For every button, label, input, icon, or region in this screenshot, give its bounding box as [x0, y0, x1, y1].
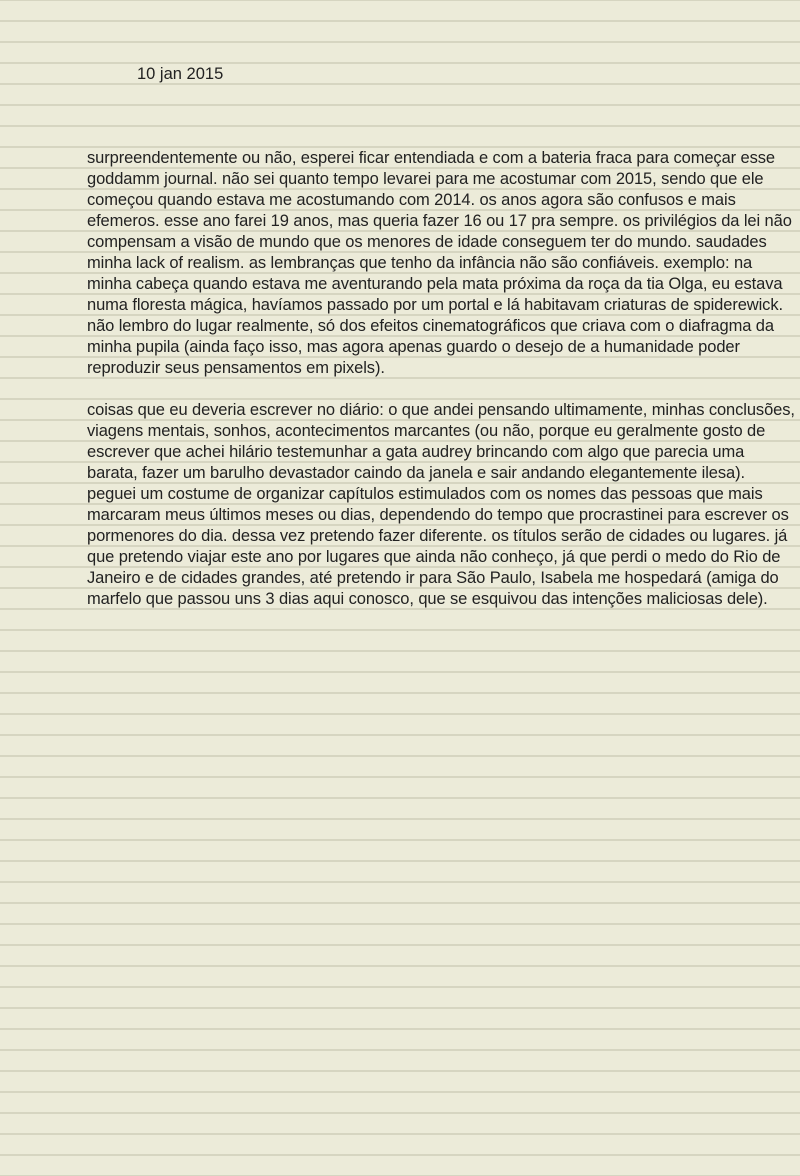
entry-date: 10 jan 2015	[137, 65, 224, 83]
entry-paragraph-1: surpreendentemente ou não, esperei ficar entendiada e com a bateria fraca para começar esse goddamm journal. não sei quanto tempo levarei para me acostumar com 2015, sendo que ele começou quando estava me acostumando com 2014. os anos agora são confusos e mais efemeros. esse ano farei 19 anos, mas queria fazer 16 ou 17 pra sempre. os privilégios da lei não compensam a visão de mundo que os menores de idade conseguem ter do mundo. saudades minha lack of realism. as lembranças que tenho da infância não são confiáveis. exemplo: na minha cabeça quando estava me aventurando pela mata próxima da roça da tia Olga, eu estava numa floresta mágica, havíamos passado por um portal e lá habitavam criaturas de spiderewick. não lembro do lugar realmente, só dos efeitos cinematográficos que criava com o diafragma da minha pupila (ainda faço isso, mas agora apenas guardo o desejo de a humanidade poder reproduzir seus pensamentos em pixels).	[87, 149, 792, 377]
entry-paragraph-2: coisas que eu deveria escrever no diário: o que andei pensando ultimamente, minhas conclusões, viagens mentais, sonhos, acontecimentos marcantes (ou não, porque eu geralmente gosto de escrever que achei hilário testemunhar a gata audrey brincando com algo que parecia uma barata, fazer um barulho devastador caindo da janela e sair andando elegantemente ilesa). peguei um costume de organizar capítulos estimulados com os nomes das pessoas que mais marcaram meus últimos meses ou dias, dependendo do tempo que procrastinei para escrever os pormenores do dia. dessa vez pretendo fazer diferente. os títulos serão de cidades ou lugares. já que pretendo viajar este ano por lugares que ainda não conheço, já que perdi o medo do Rio de Janeiro e de cidades grandes, até pretendo ir para São Paulo, Isabela me hospedará (amiga do marfelo que passou uns 3 dias aqui conosco, que se esquivou das intenções maliciosas dele).	[87, 401, 795, 608]
entry-body[interactable]	[87, 148, 795, 631]
